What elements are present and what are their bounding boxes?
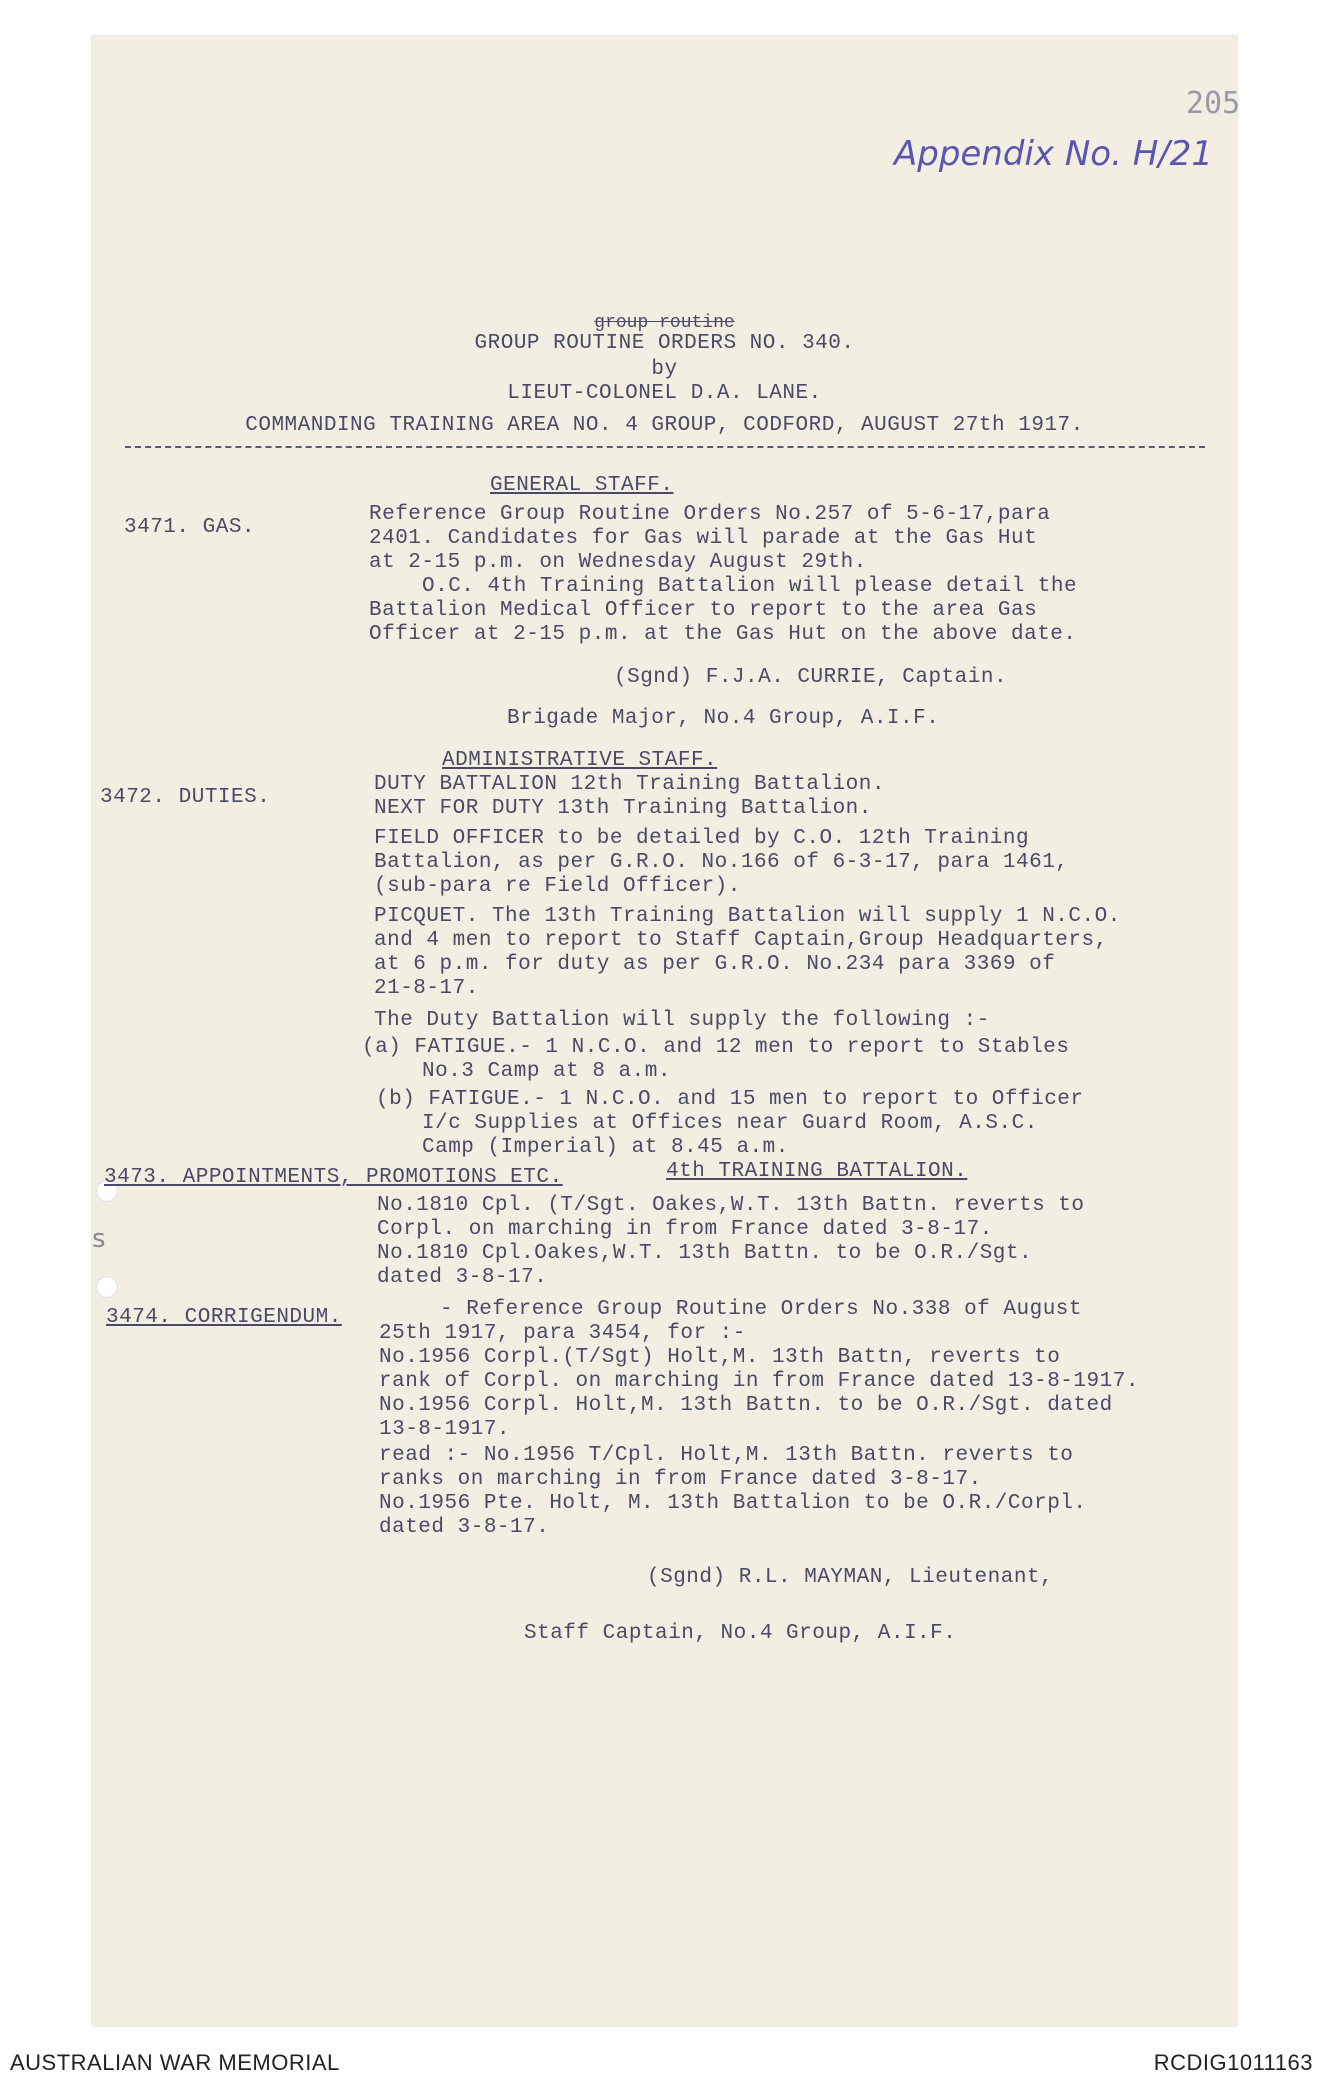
fatigue-a: (a) FATIGUE.- 1 N.C.O. and 12 men to report to Stables <box>362 1036 1070 1059</box>
duties-line: and 4 men to report to Staff Captain,Group Headquarters, <box>374 929 1108 952</box>
appointments-line: No.1810 Cpl.Oakes,W.T. 13th Battn. to be O.R./Sgt. <box>377 1242 1033 1265</box>
footer-record-id: RCDIG1011163 <box>1153 2050 1313 2075</box>
duties-line: (sub-para re Field Officer). <box>374 875 741 898</box>
margin-pencil-mark: s <box>92 1224 106 1254</box>
item-3472: 3472. DUTIES. <box>100 786 271 809</box>
folio-number: 205 <box>1186 86 1241 121</box>
corrigendum-line: No.1956 Corpl. Holt,M. 13th Battn. to be O.R./Sgt. dated <box>379 1394 1113 1417</box>
struck-heading: group routine <box>594 313 735 333</box>
duties-line: 21-8-17. <box>374 977 479 1000</box>
corrigendum-line: rank of Corpl. on marching in from France dated 13-8-1917. <box>379 1370 1139 1393</box>
orders-officer: LIEUT-COLONEL D.A. LANE. <box>507 382 822 405</box>
gas-line: at 2-15 p.m. on Wednesday August 29th. <box>369 551 867 574</box>
gas-line: Reference Group Routine Orders No.257 of 5-6-17,para <box>369 503 1051 526</box>
item-3473: 3473. APPOINTMENTS, PROMOTIONS ETC. <box>104 1166 563 1189</box>
appointments-line: Corpl. on marching in from France dated 3-8-17. <box>377 1218 993 1241</box>
fatigue-b: I/c Supplies at Offices near Guard Room, A.S.C. <box>422 1112 1038 1135</box>
signature-mayman-title: Staff Captain, No.4 Group, A.I.F. <box>524 1622 957 1645</box>
signature-currie: (Sgnd) F.J.A. CURRIE, Captain. <box>614 666 1008 689</box>
orders-by: by <box>651 358 678 381</box>
gas-line: Battalion Medical Officer to report to the area Gas <box>369 599 1038 622</box>
duties-line: The Duty Battalion will supply the following :- <box>374 1009 990 1032</box>
appointments-line: No.1810 Cpl. (T/Sgt. Oakes,W.T. 13th Battn. reverts to <box>377 1194 1085 1217</box>
corrigendum-line: No.1956 Pte. Holt, M. 13th Battalion to be O.R./Corpl. <box>379 1492 1087 1515</box>
orders-title: GROUP ROUTINE ORDERS NO. 340. <box>474 332 855 355</box>
general-staff-heading: GENERAL STAFF. <box>490 474 674 497</box>
signature-currie-title: Brigade Major, No.4 Group, A.I.F. <box>507 707 940 730</box>
duties-line: NEXT FOR DUTY 13th Training Battalion. <box>374 797 872 820</box>
signature-mayman: (Sgnd) R.L. MAYMAN, Lieutenant, <box>647 1566 1054 1589</box>
appendix-annotation: Appendix No. H/21 <box>894 134 1213 174</box>
fatigue-b: Camp (Imperial) at 8.45 a.m. <box>422 1136 789 1159</box>
corrigendum-line: 25th 1917, para 3454, for :- <box>379 1322 746 1345</box>
corrigendum-line: dated 3-8-17. <box>379 1516 550 1539</box>
duties-line: FIELD OFFICER to be detailed by C.O. 12th Training <box>374 827 1030 850</box>
corrigendum-line: ranks on marching in from France dated 3-8-17. <box>379 1468 982 1491</box>
gas-line: O.C. 4th Training Battalion will please detail the <box>422 575 1078 598</box>
duties-line: DUTY BATTALION 12th Training Battalion. <box>374 773 885 796</box>
item-3474: 3474. CORRIGENDUM. <box>106 1306 342 1329</box>
dashed-rule <box>125 446 1205 448</box>
appointments-line: dated 3-8-17. <box>377 1266 548 1289</box>
document-page <box>92 36 1241 2026</box>
corrigendum-line: read :- No.1956 T/Cpl. Holt,M. 13th Battn. reverts to <box>379 1444 1074 1467</box>
gas-line: 2401. Candidates for Gas will parade at the Gas Hut <box>369 527 1038 550</box>
duties-line: Battalion, as per G.R.O. No.166 of 6-3-17, para 1461, <box>374 851 1069 874</box>
duties-line: PICQUET. The 13th Training Battalion will supply 1 N.C.O. <box>374 905 1121 928</box>
gas-line: Officer at 2-15 p.m. at the Gas Hut on the above date. <box>369 623 1077 646</box>
item-3471: 3471. GAS. <box>124 516 256 539</box>
corrigendum-line: - Reference Group Routine Orders No.338 of August <box>440 1298 1083 1321</box>
fatigue-a: No.3 Camp at 8 a.m. <box>422 1060 671 1083</box>
orders-command: COMMANDING TRAINING AREA NO. 4 GROUP, CODFORD, AUGUST 27th 1917. <box>245 414 1084 437</box>
punch-hole <box>96 1276 118 1298</box>
admin-staff-heading: ADMINISTRATIVE STAFF. <box>442 749 718 772</box>
corrigendum-line: 13-8-1917. <box>379 1418 511 1441</box>
corrigendum-line: No.1956 Corpl.(T/Sgt) Holt,M. 13th Battn, reverts to <box>379 1346 1061 1369</box>
footer-institution: AUSTRALIAN WAR MEMORIAL <box>10 2050 340 2075</box>
fatigue-b: (b) FATIGUE.- 1 N.C.O. and 15 men to report to Officer <box>376 1088 1084 1111</box>
appointments-unit: 4th TRAINING BATTALION. <box>666 1160 968 1183</box>
duties-line: at 6 p.m. for duty as per G.R.O. No.234 para 3369 of <box>374 953 1056 976</box>
